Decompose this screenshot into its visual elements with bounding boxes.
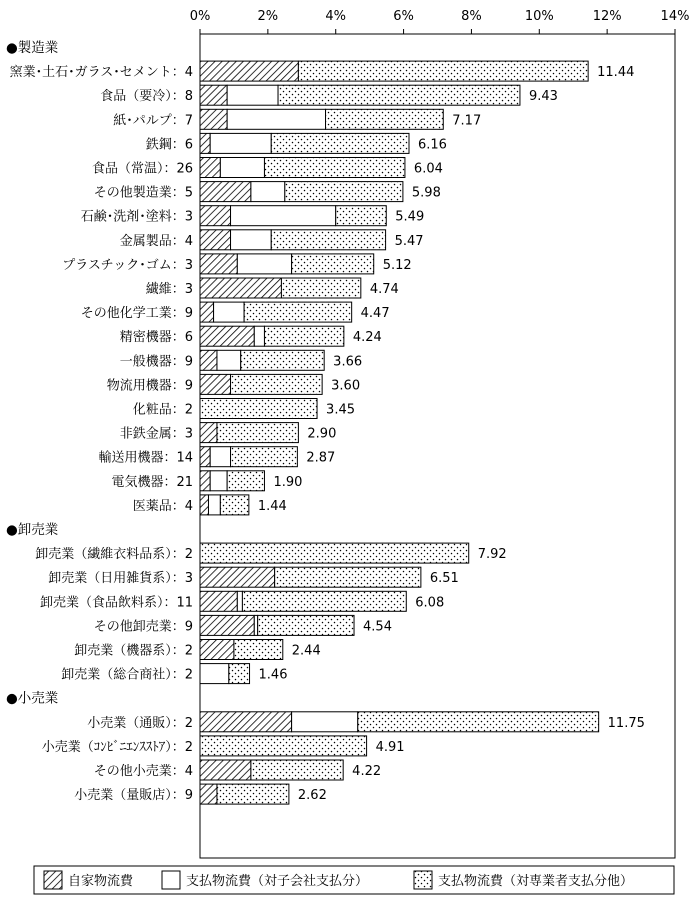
value-label: 6.04 (413, 161, 443, 177)
x-tick-label: 10% (524, 9, 554, 24)
legend-swatch-subsidiary-cost (162, 871, 180, 889)
bar-segment-subsidiary-cost (237, 254, 291, 274)
category-label: 繊維：3 (145, 282, 193, 297)
bar-segment-contractor-cost (200, 543, 469, 563)
category-label: 食品（常温）：26 (91, 161, 193, 177)
bar-segment-contractor-cost (326, 109, 444, 129)
category-label: 電気機器：21 (111, 474, 193, 490)
bar-segment-contractor-cost (231, 374, 323, 394)
bar-segment-contractor-cost (244, 302, 352, 322)
value-label: 3.45 (326, 402, 356, 418)
bar-segment-contractor-cost (242, 591, 406, 611)
value-label: 5.47 (394, 233, 424, 249)
bar-segment-own-cost (200, 254, 237, 274)
bar-segment-subsidiary-cost (231, 206, 336, 226)
bar-segment-own-cost (200, 447, 210, 467)
bar-segment-own-cost (200, 374, 231, 394)
bar-segment-contractor-cost (200, 736, 367, 756)
category-label: その他製造業：5 (93, 185, 193, 201)
value-label: 11.75 (607, 715, 645, 731)
value-label: 3.60 (331, 378, 361, 394)
bar-segment-own-cost (200, 712, 292, 732)
bar-segment-contractor-cost (241, 350, 324, 370)
bar-segment-contractor-cost (336, 206, 387, 226)
bar-segment-contractor-cost (292, 254, 374, 274)
bar-segment-own-cost (200, 158, 220, 178)
value-label: 6.16 (418, 137, 447, 153)
value-label: 4.91 (375, 739, 405, 755)
category-label: 卸売業（総合商社）：2 (61, 667, 193, 683)
bar-segment-contractor-cost (227, 471, 264, 491)
category-label: 卸売業（食品飲料系）：11 (39, 595, 193, 611)
bar-segment-subsidiary-cost (254, 326, 264, 346)
bar-segment-subsidiary-cost (214, 302, 245, 322)
bar-segment-own-cost (200, 760, 251, 780)
x-tick-label: 8% (461, 9, 482, 24)
category-label: その他化学工業：9 (80, 306, 193, 322)
bar-segment-own-cost (200, 567, 275, 587)
bar-segment-own-cost (200, 615, 254, 635)
value-label: 4.74 (369, 282, 399, 297)
legend-swatch-contractor-cost (414, 871, 432, 889)
bar-segment-subsidiary-cost (210, 133, 271, 153)
bar-segment-subsidiary-cost (208, 495, 220, 515)
value-label: 4.54 (363, 619, 392, 635)
bar-segment-contractor-cost (231, 447, 298, 467)
category-label: 医薬品：4 (132, 498, 193, 514)
bar-segment-own-cost (200, 182, 251, 202)
bar-segment-own-cost (200, 326, 254, 346)
legend-label: 支払物流費（対専業者支払分他） (438, 874, 634, 889)
bar-segment-own-cost (200, 350, 217, 370)
value-label: 2.90 (307, 426, 337, 442)
bar-segment-contractor-cost (217, 784, 289, 804)
legend-swatch-own-cost (44, 871, 62, 889)
category-label: 窯業･土石･ガラス･セメント：4 (9, 65, 193, 81)
bar-segment-subsidiary-cost (254, 615, 257, 635)
bar-segment-contractor-cost (358, 712, 599, 732)
category-label: 非鉄金属：3 (119, 426, 193, 442)
bar-segment-contractor-cost (234, 640, 283, 660)
value-label: 6.08 (415, 595, 445, 611)
bar-segment-contractor-cost (275, 567, 421, 587)
bar-segment-subsidiary-cost (251, 182, 285, 202)
value-label: 4.47 (360, 306, 390, 322)
bar-segment-own-cost (200, 85, 227, 105)
category-label: 石鹸･洗剤･塗料：3 (80, 209, 193, 225)
value-label: 5.98 (411, 185, 441, 201)
bar-segment-contractor-cost (285, 182, 403, 202)
bar-segment-own-cost (200, 784, 217, 804)
bar-segment-subsidiary-cost (217, 350, 241, 370)
legend (34, 866, 674, 894)
x-tick-label: 2% (257, 9, 279, 24)
category-label: 小売業（量販店）：9 (74, 788, 193, 804)
bar-segment-subsidiary-cost (200, 664, 229, 684)
value-label: 1.44 (257, 498, 287, 514)
category-label: 卸売業（繊維衣料品系）：2 (35, 547, 193, 563)
value-label: 3.66 (333, 354, 363, 370)
bar-segment-own-cost (200, 278, 281, 298)
bar-segment-contractor-cost (298, 61, 588, 81)
category-label: 小売業（ｺﾝﾋﾞﾆｴﾝｽｽﾄｱ）：2 (41, 739, 193, 755)
value-label: 7.92 (477, 547, 507, 563)
bar-segment-subsidiary-cost (220, 158, 264, 178)
x-tick-label: 0% (189, 9, 211, 24)
category-label: 卸売業（機器系）：2 (74, 643, 193, 659)
x-tick-label: 6% (393, 9, 414, 24)
legend-label: 支払物流費（対子会社支払分） (186, 874, 369, 889)
category-label: 鉄鋼：6 (145, 137, 193, 153)
value-label: 9.43 (528, 89, 558, 105)
value-label: 2.44 (291, 643, 321, 659)
value-label: 4.22 (352, 764, 382, 779)
value-label: 6.51 (429, 571, 459, 587)
category-label: その他小売業：4 (93, 764, 193, 779)
category-label: 一般機器：9 (119, 354, 193, 370)
bar-segment-contractor-cost (271, 230, 385, 250)
category-label: 精密機器：6 (119, 330, 193, 346)
bar-segment-contractor-cost (264, 326, 343, 346)
bar-segment-own-cost (200, 495, 208, 515)
value-label: 1.90 (273, 474, 303, 490)
x-tick-label: 12% (592, 9, 622, 24)
group-label: ●小売業 (6, 690, 59, 707)
legend-label: 自家物流費 (68, 874, 134, 889)
bar-segment-contractor-cost (264, 158, 404, 178)
bar-segment-own-cost (200, 640, 234, 660)
bar-segment-contractor-cost (220, 495, 249, 515)
group-label: ●卸売業 (6, 522, 59, 538)
bar-segment-contractor-cost (281, 278, 360, 298)
value-label: 5.49 (395, 209, 425, 225)
bar-segment-subsidiary-cost (210, 471, 227, 491)
value-label: 11.44 (597, 65, 635, 81)
value-label: 5.12 (382, 257, 412, 273)
bar-segment-subsidiary-cost (227, 85, 278, 105)
bar-segment-own-cost (200, 423, 217, 443)
bar-segment-own-cost (200, 302, 214, 322)
value-label: 2.62 (297, 788, 327, 804)
bar-segment-contractor-cost (258, 615, 354, 635)
group-label: ●製造業 (6, 40, 59, 56)
category-label: その他卸売業：9 (93, 619, 193, 635)
bar-segment-subsidiary-cost (231, 230, 272, 250)
bar-segment-contractor-cost (278, 85, 520, 105)
value-label: 7.17 (452, 113, 482, 129)
category-label: 小売業（通販）：2 (87, 715, 193, 731)
value-label: 2.87 (306, 450, 336, 466)
bar-segment-own-cost (200, 591, 237, 611)
bars (6, 39, 645, 804)
category-label: 紙･パルプ：7 (113, 113, 193, 129)
bar-segment-subsidiary-cost (210, 447, 230, 467)
bar-segment-own-cost (200, 109, 227, 129)
bar-segment-contractor-cost (251, 760, 343, 780)
category-label: 卸売業（日用雑貨系）：3 (48, 571, 193, 587)
bar-segment-own-cost (200, 133, 210, 153)
bar-segment-contractor-cost (200, 399, 317, 419)
x-tick-label: 14% (660, 9, 690, 24)
category-label: 金属製品：4 (119, 233, 193, 249)
x-tick-label: 4% (325, 9, 347, 24)
value-label: 1.46 (258, 667, 288, 683)
category-label: プラスチック･ゴム：3 (62, 257, 193, 273)
bar-segment-contractor-cost (217, 423, 298, 443)
bar-segment-own-cost (200, 230, 231, 250)
value-label: 4.24 (352, 330, 382, 346)
category-label: 物流用機器：9 (106, 378, 193, 394)
bar-segment-subsidiary-cost (227, 109, 325, 129)
bar-segment-own-cost (200, 206, 231, 226)
bar-segment-own-cost (200, 61, 298, 81)
bar-segment-contractor-cost (229, 664, 250, 684)
bar-segment-subsidiary-cost (292, 712, 358, 732)
bar-segment-own-cost (200, 471, 210, 491)
category-label: 化粧品：2 (132, 402, 193, 418)
bar-segment-contractor-cost (271, 133, 409, 153)
category-label: 輸送用機器：14 (98, 450, 193, 466)
category-label: 食品（要冷）：8 (100, 89, 193, 105)
bar-segment-subsidiary-cost (237, 591, 242, 611)
